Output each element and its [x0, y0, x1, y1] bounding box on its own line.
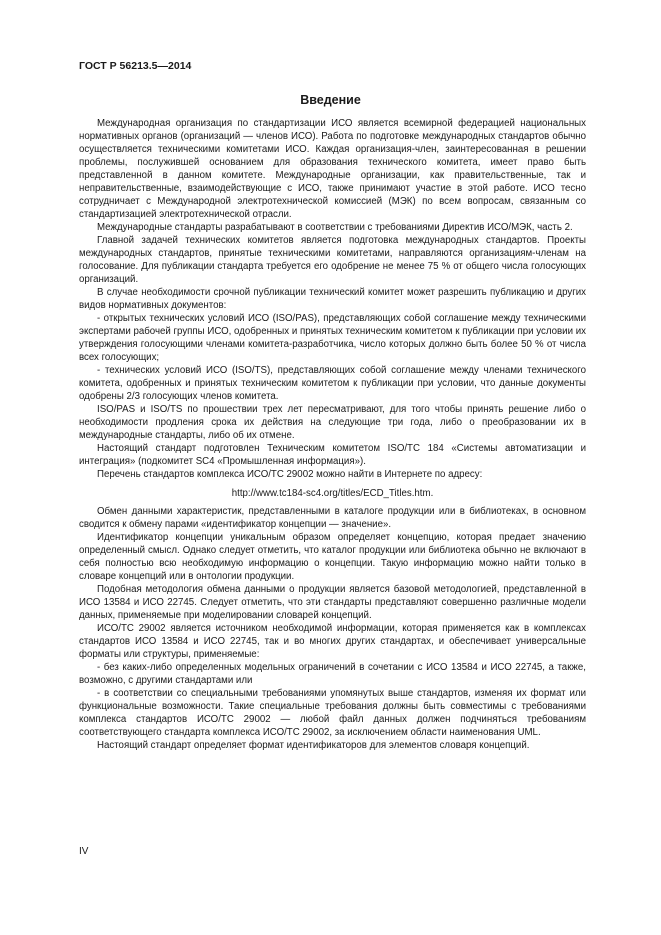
paragraph: В случае необходимости срочной публикации технический комитет может разрешить публикацию и других видов нормативных документов: — [79, 287, 586, 311]
page-number: IV — [79, 846, 89, 857]
reference-url: http://www.tc184-sc4.org/titles/ECD_Titles.htm. — [231, 488, 434, 499]
paragraph: ISO/PAS и ISO/TS по прошествии трех лет пересматривают, для того чтобы принять решение либо о необходимости продления срока их действия на следующие три года, либо о преобразовании их в международные стандарты, либо об их отмене. — [79, 404, 586, 441]
document-code: ГОСТ Р 56213.5—2014 — [79, 60, 192, 72]
paragraph: Перечень стандартов комплекса ИСО/ТС 29002 можно найти в Интернете по адресу: — [97, 469, 483, 480]
list-item: - открытых технических условий ИСО (ISO/PAS), представляющих собой соглашение между техническими экспертами рабочей группы ИСО, одобренных и принятых техническим комитетом к публикации при условии их утверждения голосующими членами комитета-разработчика, число которых должно быть более 50 % от числа всех голосующих; — [79, 313, 586, 363]
paragraph: Подобная методология обмена данными о продукции является базовой методологией, представленной в ИСО 13584 и ИСО 22745. Следует отметить, что эти стандарты представляют совершенно различные модели данных, применяемые при моделировании словарей концепций. — [79, 584, 586, 621]
paragraph: Международные стандарты разрабатывают в соответствии с требованиями Директив ИСО/МЭК, часть 2. — [97, 222, 573, 233]
paragraph: Международная организация по стандартизации ИСО является всемирной федерацией национальных нормативных органов (организаций — членов ИСО). Работа по подготовке международных стандартов обычно осуществляется техническими комитетами ИСО. Каждая организация-член, заинтересованная в решении проблемы, послужившей основанием для образования технического комитета, имеет право быть представленной в данном комитете. Международные организации, как правительственные, так и неправительственные, взаимодействующие с ИСО, также принимают участие в этой работе. ИСО тесно сотрудничает с Международной электротехнической комиссией (МЭК) по всем вопросам, связанным со стандартизацией электротехнической отрасли. — [79, 118, 586, 220]
paragraph: Главной задачей технических комитетов является подготовка международных стандартов. Проекты международных стандартов, принятые техническими комитетами, направляются организациям-членам на голосование. Для публикации стандарта требуется его одобрение не менее 75 % от общего числа голосующих организаций. — [79, 235, 586, 285]
paragraph: ИСО/ТС 29002 является источником необходимой информации, которая применяется как в комплексах стандартов ИСО 13584 и ИСО 22745, так и во многих других стандартах, и обеспечивает универсальные форматы или структуры, применяемые: — [79, 623, 586, 660]
paragraph: Настоящий стандарт подготовлен Техническим комитетом ISO/TC 184 «Системы автоматизации и интеграция» (подкомитет SC4 «Промышленная информация»). — [79, 443, 586, 467]
document-body — [79, 117, 586, 752]
page-title: Введение — [300, 93, 361, 107]
paragraph: Обмен данными характеристик, представленными в каталоге продукции или в библиотеках, в основном сводится к обмену парами «идентификатор концепции — значение». — [79, 506, 586, 530]
paragraph: Идентификатор концепции уникальным образом определяет концепцию, которая предает значению определенный смысл. Однако следует отметить, что каталог продукции или библиотека обычно не включают в себя полностью всю необходимую информацию о концепции. Такую информацию можно найти только в словаре концепций или в онтологии продукции. — [79, 532, 586, 582]
list-item: - без каких-либо определенных модельных ограничений в сочетании с ИСО 13584 и ИСО 22745, а также, возможно, с другими стандартами или — [79, 662, 586, 686]
list-item: - технических условий ИСО (ISO/TS), представляющих собой соглашение между членами технического комитета, одобренных и принятых техническим комитетом к публикации при условии, что данные документы одобрены 2/3 голосующих членов комитета. — [79, 365, 586, 402]
paragraph: Настоящий стандарт определяет формат идентификаторов для элементов словаря концепций. — [97, 740, 530, 751]
list-item: - в соответствии со специальными требованиями упомянутых выше стандартов, изменяя их формат или функциональные возможности. Такие специальные требования должны быть совместимы с требованиями комплекса стандартов ИСО/ТС 29002 — любой файл данных должен подчиняться требованиям соответствующего стандарта комплекса ИСО/ТС 29002, за исключением области наименования UML. — [79, 688, 586, 738]
